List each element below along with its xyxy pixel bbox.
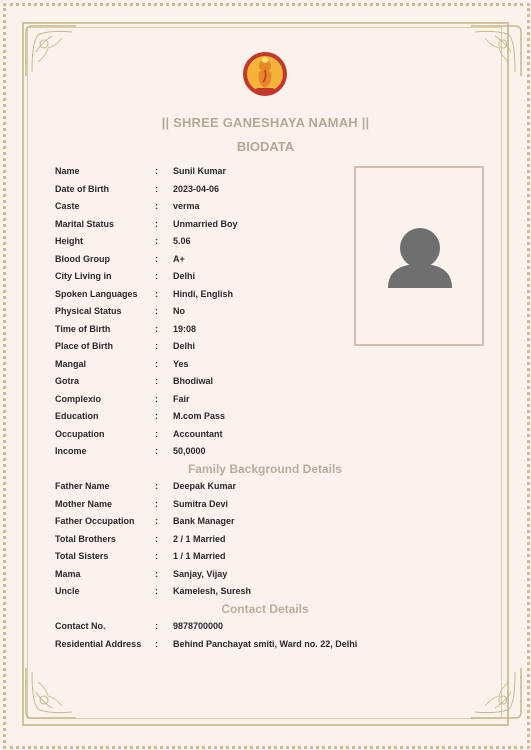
row-value: 1 / 1 Married — [173, 551, 226, 561]
row-value: M.com Pass — [173, 411, 226, 421]
row-value: Bhodiwal — [173, 376, 213, 386]
detail-row-blood-group — [55, 251, 495, 269]
detail-row-languages — [55, 286, 495, 304]
row-value: A+ — [173, 253, 185, 264]
row-value: verma — [173, 201, 200, 211]
row-separator: : — [155, 498, 158, 509]
row-label: Physical Status — [55, 306, 122, 316]
row-value: Kamelesh, Suresh — [173, 586, 252, 596]
row-value: Hindi, English — [173, 288, 233, 299]
detail-row-mother-name — [55, 496, 495, 514]
detail-row-marital-status — [55, 216, 495, 234]
detail-row-dob — [55, 181, 495, 199]
family-section-heading: Family Background Details — [187, 461, 343, 476]
detail-row-occupation — [55, 426, 495, 444]
row-label: Marital Status — [55, 218, 115, 229]
row-separator: : — [155, 306, 158, 316]
row-label: Blood Group — [55, 253, 110, 264]
row-separator: : — [155, 551, 158, 561]
row-value: Delhi — [173, 271, 196, 281]
detail-row-father-occupation — [55, 513, 495, 531]
row-separator: : — [155, 533, 158, 544]
row-separator: : — [155, 271, 158, 281]
row-separator: : — [155, 481, 158, 491]
detail-row-height — [55, 233, 495, 251]
row-separator: : — [155, 393, 158, 404]
row-label: Father Name — [55, 481, 110, 491]
row-label: Height — [55, 236, 83, 246]
row-label: Date of Birth — [55, 183, 109, 194]
row-value: Accountant — [173, 428, 223, 439]
detail-row-total-sisters — [55, 548, 495, 566]
row-label: Time of Birth — [55, 323, 111, 334]
detail-row-mangal — [55, 356, 495, 374]
row-label: Name — [55, 166, 80, 176]
row-separator: : — [155, 586, 158, 596]
detail-row-education — [55, 408, 495, 426]
detail-row-uncle — [55, 583, 495, 601]
row-separator: : — [155, 516, 158, 526]
row-value: 9878700000 — [173, 621, 224, 631]
detail-row-contact-no — [55, 618, 495, 636]
row-value: Deepak Kumar — [173, 481, 237, 491]
row-separator: : — [155, 218, 158, 229]
page-title: BIODATA — [236, 139, 295, 154]
detail-row-gotra — [55, 373, 495, 391]
row-value: Fair — [173, 393, 190, 404]
row-value: Behind Panchayat smiti, Ward no. 22, Delhi — [173, 638, 358, 649]
row-label: Mother Name — [55, 498, 113, 509]
detail-row-time-of-birth — [55, 321, 495, 339]
mantra-heading: || SHREE GANESHAYA NAMAH || — [161, 115, 370, 130]
row-value: 19:08 — [173, 323, 197, 334]
row-label: Caste — [55, 201, 80, 211]
row-label: Residential Address — [55, 638, 142, 649]
row-label: Mangal — [55, 358, 87, 369]
row-separator: : — [155, 183, 158, 194]
row-label: Gotra — [55, 376, 80, 386]
row-separator: : — [155, 201, 158, 211]
row-value: Unmarried Boy — [173, 218, 238, 229]
row-separator: : — [155, 568, 158, 579]
row-value: 5.06 — [173, 236, 191, 246]
row-value: No — [173, 306, 185, 316]
corner-ornament-icon — [22, 22, 80, 80]
row-value: Yes — [173, 358, 189, 369]
detail-row-physical-status — [55, 303, 495, 321]
row-separator: : — [155, 428, 158, 439]
row-label: Total Sisters — [55, 551, 109, 561]
row-separator: : — [155, 446, 158, 456]
row-label: Occupation — [55, 428, 105, 439]
row-label: Spoken Languages — [55, 288, 138, 299]
ganesha-icon — [241, 50, 289, 100]
detail-row-city — [55, 268, 495, 286]
detail-row-address — [55, 636, 495, 654]
row-label: City Living in — [55, 271, 112, 281]
row-value: Delhi — [173, 341, 196, 351]
row-separator: : — [155, 236, 158, 246]
biodata-details — [55, 163, 495, 653]
row-label: Father Occupation — [55, 516, 135, 526]
corner-ornament-icon — [22, 664, 80, 722]
row-label: Contact No. — [55, 621, 106, 631]
corner-ornament-icon — [467, 664, 525, 722]
detail-row-place-of-birth — [55, 338, 495, 356]
row-value: 2023-04-06 — [173, 183, 220, 194]
row-label: Uncle — [55, 586, 80, 596]
detail-row-total-brothers — [55, 531, 495, 549]
row-value: 50,0000 — [173, 446, 206, 456]
corner-ornament-icon — [467, 22, 525, 80]
row-value: 2 / 1 Married — [173, 533, 226, 544]
detail-row-income — [55, 443, 495, 461]
row-separator: : — [155, 358, 158, 369]
row-separator: : — [155, 411, 158, 421]
row-label: Total Brothers — [55, 533, 116, 544]
row-separator: : — [155, 621, 158, 631]
row-label: Place of Birth — [55, 341, 114, 351]
contact-section-heading: Contact Details — [221, 601, 309, 616]
row-separator: : — [155, 638, 158, 649]
detail-row-complexion — [55, 391, 495, 409]
row-value: Sanjay, Vijay — [173, 568, 228, 579]
row-label: Mama — [55, 568, 81, 579]
row-value: Sumitra Devi — [173, 498, 229, 509]
row-separator: : — [155, 376, 158, 386]
row-value: Bank Manager — [173, 516, 235, 526]
row-label: Complexio — [55, 393, 102, 404]
detail-row-mama — [55, 566, 495, 584]
row-value: Sunil Kumar — [173, 166, 227, 176]
row-separator: : — [155, 253, 158, 264]
detail-row-father-name — [55, 478, 495, 496]
row-separator: : — [155, 288, 158, 299]
row-label: Education — [55, 411, 99, 421]
row-separator: : — [155, 341, 158, 351]
row-label: Income — [55, 446, 87, 456]
row-separator: : — [155, 166, 158, 176]
detail-row-name — [55, 163, 495, 181]
detail-row-caste — [55, 198, 495, 216]
row-separator: : — [155, 323, 158, 334]
